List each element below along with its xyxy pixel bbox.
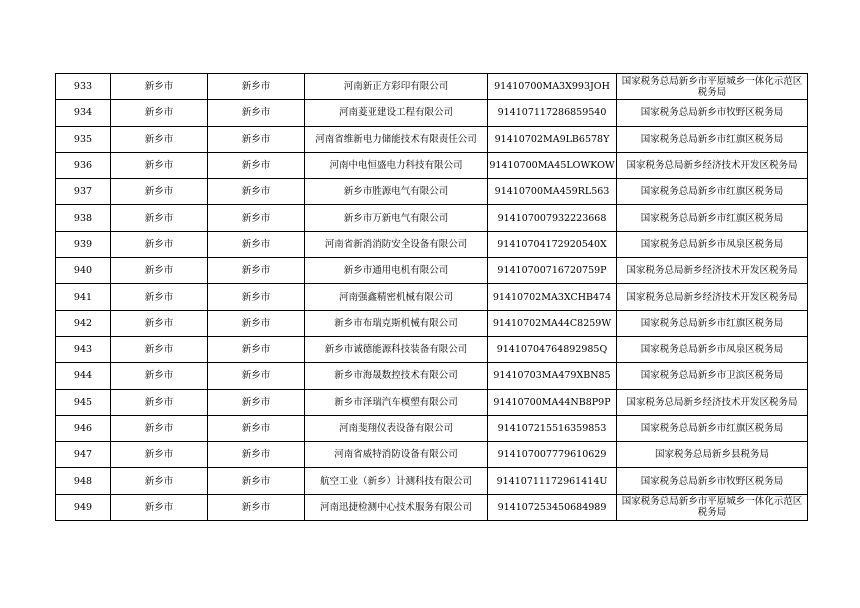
row-number: 944 <box>56 363 111 389</box>
county-cell: 新乡市 <box>208 336 305 362</box>
table-row <box>56 100 808 126</box>
city-cell: 新乡市 <box>111 284 208 310</box>
tax-office-cell: 国家税务总局新乡市红旗区税务局 <box>617 415 808 441</box>
county-cell: 新乡市 <box>208 179 305 205</box>
tax-office-cell: 国家税务总局新乡市红旗区税务局 <box>617 126 808 152</box>
row-number: 936 <box>56 152 111 178</box>
tax-office-cell: 国家税务总局新乡市卫滨区税务局 <box>617 363 808 389</box>
tax-office-cell: 国家税务总局新乡市红旗区税务局 <box>617 310 808 336</box>
county-cell: 新乡市 <box>208 310 305 336</box>
company-name-cell: 河南省威特消防设备有限公司 <box>305 442 488 468</box>
row-number: 942 <box>56 310 111 336</box>
city-cell: 新乡市 <box>111 179 208 205</box>
registry-table-body <box>56 74 808 521</box>
tax-office-cell: 国家税务总局新乡县税务局 <box>617 442 808 468</box>
city-cell: 新乡市 <box>111 126 208 152</box>
credit-code-cell: 914107253450684989 <box>488 494 617 520</box>
city-cell: 新乡市 <box>111 442 208 468</box>
company-name-cell: 新乡市万新电气有限公司 <box>305 205 488 231</box>
city-cell: 新乡市 <box>111 205 208 231</box>
company-name-cell: 新乡市诚德能源科技装备有限公司 <box>305 336 488 362</box>
tax-office-cell: 国家税务总局新乡市平原城乡一体化示范区税务局 <box>617 74 808 100</box>
tax-office-cell: 国家税务总局新乡市红旗区税务局 <box>617 205 808 231</box>
credit-code-cell: 91410700716720759P <box>488 258 617 284</box>
registry-table <box>55 73 808 521</box>
county-cell: 新乡市 <box>208 363 305 389</box>
table-row <box>56 179 808 205</box>
city-cell: 新乡市 <box>111 468 208 494</box>
row-number: 939 <box>56 231 111 257</box>
row-number: 940 <box>56 258 111 284</box>
county-cell: 新乡市 <box>208 415 305 441</box>
row-number: 946 <box>56 415 111 441</box>
tax-office-cell: 国家税务总局新乡经济技术开发区税务局 <box>617 152 808 178</box>
row-number: 949 <box>56 494 111 520</box>
row-number: 937 <box>56 179 111 205</box>
city-cell: 新乡市 <box>111 74 208 100</box>
row-number: 947 <box>56 442 111 468</box>
credit-code-cell: 91410702MA3XCHB474 <box>488 284 617 310</box>
table-row <box>56 205 808 231</box>
table-row <box>56 442 808 468</box>
company-name-cell: 新乡市布瑞克斯机械有限公司 <box>305 310 488 336</box>
company-name-cell: 新乡市海晟数控技术有限公司 <box>305 363 488 389</box>
county-cell: 新乡市 <box>208 442 305 468</box>
table-row <box>56 310 808 336</box>
table-row <box>56 415 808 441</box>
company-name-cell: 新乡市泽瑞汽车模塑有限公司 <box>305 389 488 415</box>
county-cell: 新乡市 <box>208 258 305 284</box>
table-row <box>56 74 808 100</box>
county-cell: 新乡市 <box>208 231 305 257</box>
company-name-cell: 航空工业（新乡）计测科技有限公司 <box>305 468 488 494</box>
credit-code-cell: 91410702MA44C8259W <box>488 310 617 336</box>
table-row <box>56 258 808 284</box>
county-cell: 新乡市 <box>208 468 305 494</box>
company-name-cell: 河南省维新电力储能技术有限责任公司 <box>305 126 488 152</box>
credit-code-cell: 91410704764892985Q <box>488 336 617 362</box>
credit-code-cell: 91410711172961414U <box>488 468 617 494</box>
city-cell: 新乡市 <box>111 152 208 178</box>
tax-office-cell: 国家税务总局新乡市红旗区税务局 <box>617 179 808 205</box>
table-row <box>56 231 808 257</box>
company-name-cell: 新乡市通用电机有限公司 <box>305 258 488 284</box>
table-row <box>56 126 808 152</box>
row-number: 948 <box>56 468 111 494</box>
credit-code-cell: 914107117286859540 <box>488 100 617 126</box>
credit-code-cell: 914107007779610629 <box>488 442 617 468</box>
tax-office-cell: 国家税务总局新乡市凤泉区税务局 <box>617 336 808 362</box>
county-cell: 新乡市 <box>208 100 305 126</box>
credit-code-cell: 914107007932223668 <box>488 205 617 231</box>
table-row <box>56 389 808 415</box>
city-cell: 新乡市 <box>111 415 208 441</box>
row-number: 933 <box>56 74 111 100</box>
tax-office-cell: 国家税务总局新乡市牧野区税务局 <box>617 468 808 494</box>
row-number: 934 <box>56 100 111 126</box>
row-number: 945 <box>56 389 111 415</box>
credit-code-cell: 91410700MA3X993JOH <box>488 74 617 100</box>
company-name-cell: 河南省新消消防安全设备有限公司 <box>305 231 488 257</box>
company-name-cell: 河南强鑫精密机械有限公司 <box>305 284 488 310</box>
tax-office-cell: 国家税务总局新乡市平原城乡一体化示范区税务局 <box>617 494 808 520</box>
city-cell: 新乡市 <box>111 336 208 362</box>
city-cell: 新乡市 <box>111 100 208 126</box>
company-name-cell: 河南中电恒盛电力科技有限公司 <box>305 152 488 178</box>
row-number: 941 <box>56 284 111 310</box>
credit-code-cell: 91410700MA44NB8P9P <box>488 389 617 415</box>
table-row <box>56 494 808 520</box>
credit-code-cell: 91410702MA9LB6578Y <box>488 126 617 152</box>
table-row <box>56 152 808 178</box>
city-cell: 新乡市 <box>111 258 208 284</box>
tax-office-cell: 国家税务总局新乡经济技术开发区税务局 <box>617 284 808 310</box>
city-cell: 新乡市 <box>111 310 208 336</box>
county-cell: 新乡市 <box>208 494 305 520</box>
county-cell: 新乡市 <box>208 205 305 231</box>
credit-code-cell: 91410703MA479XBN85 <box>488 363 617 389</box>
tax-office-cell: 国家税务总局新乡经济技术开发区税务局 <box>617 389 808 415</box>
table-row <box>56 284 808 310</box>
county-cell: 新乡市 <box>208 126 305 152</box>
city-cell: 新乡市 <box>111 389 208 415</box>
credit-code-cell: 91410704172920540X <box>488 231 617 257</box>
tax-office-cell: 国家税务总局新乡经济技术开发区税务局 <box>617 258 808 284</box>
company-name-cell: 河南斐翔仪表设备有限公司 <box>305 415 488 441</box>
credit-code-cell: 91410700MA459RL563 <box>488 179 617 205</box>
row-number: 938 <box>56 205 111 231</box>
tax-office-cell: 国家税务总局新乡市凤泉区税务局 <box>617 231 808 257</box>
county-cell: 新乡市 <box>208 74 305 100</box>
county-cell: 新乡市 <box>208 152 305 178</box>
city-cell: 新乡市 <box>111 494 208 520</box>
tax-office-cell: 国家税务总局新乡市牧野区税务局 <box>617 100 808 126</box>
table-row <box>56 336 808 362</box>
company-name-cell: 河南新正方彩印有限公司 <box>305 74 488 100</box>
company-name-cell: 新乡市胜源电气有限公司 <box>305 179 488 205</box>
credit-code-cell: 91410700MA45LOWKOW <box>488 152 617 178</box>
row-number: 935 <box>56 126 111 152</box>
table-row <box>56 468 808 494</box>
company-name-cell: 河南迅捷检测中心技术服务有限公司 <box>305 494 488 520</box>
city-cell: 新乡市 <box>111 231 208 257</box>
company-name-cell: 河南菱亚建设工程有限公司 <box>305 100 488 126</box>
county-cell: 新乡市 <box>208 284 305 310</box>
credit-code-cell: 914107215516359853 <box>488 415 617 441</box>
row-number: 943 <box>56 336 111 362</box>
county-cell: 新乡市 <box>208 389 305 415</box>
table-row <box>56 363 808 389</box>
city-cell: 新乡市 <box>111 363 208 389</box>
